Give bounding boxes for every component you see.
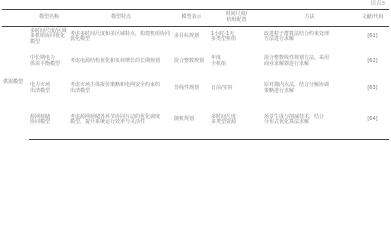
header-features: 模型特点	[69, 10, 173, 27]
cell-representation: 随机规划	[173, 102, 210, 140]
table-header-row	[2, 10, 389, 27]
cell-method: 原对偶内点法，结合分解协调 策略进行求解	[264, 81, 330, 94]
cell-representation: 混合整数规划	[174, 57, 205, 64]
category-cell: 供需模型	[3, 79, 24, 86]
cell-representation: 多目标规划	[174, 33, 200, 40]
header-name: 模型名称	[29, 10, 69, 27]
cell-method: 场景生成与削减技术，结合 分布式优化算法求解	[263, 102, 356, 140]
cell-features: 考虑源网荷储各环节协同互动的优化调度 模型，提升系统运行效率与灵活性	[69, 102, 173, 140]
table-row	[2, 27, 389, 48]
header-ref: 文献/代码	[356, 10, 389, 27]
cell-name: 源网荷储 协同模型	[29, 102, 69, 140]
cell-method: 混合整数线性规划方法，采用 商业求解器进行求解	[264, 54, 330, 67]
cell-ref: [64]	[356, 102, 389, 140]
header-method: 方法	[263, 10, 356, 27]
cell-name: 中长期电力 供需平衡模型	[30, 54, 61, 67]
cell-ref: [63]	[367, 84, 378, 91]
cell-features: 考虑多时间尺度和多区域特点，构建机组协同 优化模型	[70, 30, 171, 43]
header-representation: 模型表示	[173, 10, 210, 27]
cell-name: 电力市场 出清模型	[30, 81, 51, 94]
header-scale	[210, 10, 263, 27]
model-table	[2, 9, 389, 140]
cell-method: 改进粒子群算法结合约束处理 方法进行求解	[264, 30, 330, 43]
cell-name: 多时间尺度/区域 多机组协同优化模型	[30, 27, 67, 46]
cell-features: 考虑电源结构优化和负荷增长的长期规划	[70, 57, 161, 64]
cell-ref: [61]	[367, 33, 378, 40]
header-category	[2, 10, 29, 27]
table-row	[2, 76, 389, 102]
cell-scale: 1小时-1天 多类型机组	[211, 30, 237, 43]
continued-label: 续表3	[370, 1, 385, 7]
table-row	[2, 48, 389, 76]
cell-features: 考虑市场主体报价策略和电网安全约束的 出清模型	[70, 81, 161, 94]
cell-scale: 年度 全机组	[211, 54, 227, 67]
cell-scale: 多时间尺度 多类型资源	[210, 102, 263, 140]
cell-scale: 日前/实时	[211, 84, 233, 91]
header-scale-line-1: 时间尺度/ 机组配置	[225, 11, 248, 23]
cell-representation: 非线性规划	[174, 84, 200, 91]
table-row	[2, 102, 389, 140]
cell-ref: [62]	[367, 57, 378, 64]
